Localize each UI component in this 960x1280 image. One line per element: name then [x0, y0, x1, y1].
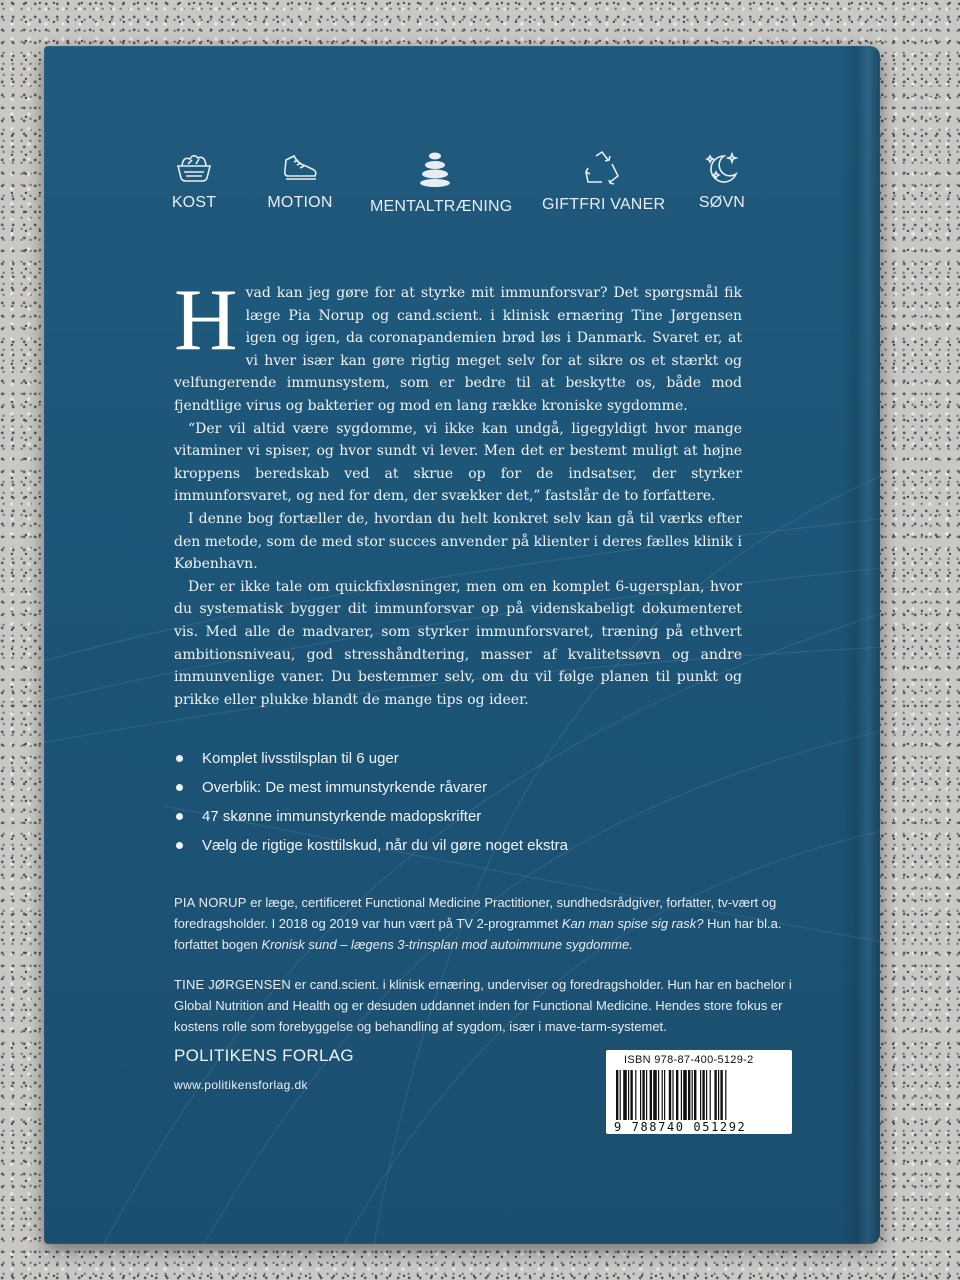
barcode-bar [683, 1070, 687, 1120]
author-name: TINE JØRGENSEN [174, 977, 291, 992]
theme-label: GIFTFRI VANER [542, 196, 666, 213]
theme-soevn [692, 150, 752, 212]
theme-motion [260, 150, 340, 212]
drop-cap: H [174, 272, 238, 369]
theme-label: MOTION [267, 194, 333, 211]
author-name: PIA NORUP [174, 895, 247, 910]
list-item: 47 skønne immunstyrkende madopskrifter [176, 808, 736, 837]
barcode-bar [692, 1070, 693, 1120]
barcode-bar [702, 1070, 704, 1120]
blurb-paragraph: Hvad kan jeg gøre for at styrke mit immunforsvar? Det spørgsmål fik læge Pia Norup og cand.scient. i klinisk ernæring Tine Jørgensen igen og igen, da coronapandemien brød løs i Danmark. Svaret er, at vi hver især kan gøre rigtig meget selv for at sikre os et stærkt og velfungerende immunsystem, som er bedre til at beskytte os, både mod fjendtlige virus og bakterier og mod en lang række kroniske sygdomme. [174, 272, 742, 414]
salad-bowl-icon [174, 150, 214, 184]
list-item: Vælg de rigtige kosttilskud, når du vil gøre noget ekstra [176, 837, 736, 866]
list-item: Overblik: De mest immunstyrkende råvarer [176, 779, 736, 808]
barcode-bar [706, 1070, 707, 1120]
barcode-bar [653, 1070, 657, 1120]
theme-label: KOST [171, 194, 217, 211]
barcode-bar [630, 1070, 632, 1120]
barcode-bar [635, 1070, 636, 1120]
barcode-bar [676, 1070, 678, 1120]
theme-mentaltraening [370, 150, 513, 216]
stacked-stones-icon [415, 150, 455, 188]
barcode-bar [694, 1070, 696, 1120]
blurb-paragraph: I denne bog fortæller de, hvordan du helt konkret selv kan gå til værks efter den metode, som de med stor succes anvender på klienter i deres fælles klinik i København. [174, 510, 742, 573]
moon-stars-icon [702, 150, 742, 184]
barcode-bar [620, 1070, 621, 1120]
running-shoe-icon [280, 150, 320, 184]
author-bio-tine: TINE JØRGENSEN er cand.scient. i klinisk ernæring, underviser og foredragsholder. Hun har en bachelor i Global Nutrition and Health og er desuden uddannet inden for Functional Medicine. Hendes store fokus er kostens rolle som forebyggelse og behandling af sygdom, især i mave-tarm-systemet. [174, 977, 792, 1034]
barcode-bar [646, 1070, 647, 1120]
barcode-bar [669, 1070, 671, 1120]
blurb-paragraph: Der er ikke tale om quickfixløsninger, men om en komplet 6-ugersplan, hvor du systematisk bygger dit immunforsvar op på videnskabeligt dokumenteret vis. Med alle de madvarer, som styrker immunforsvaret, træning på ethvert ambitionsniveau, god stresshåndtering, masser af kvalitetssøvn og andre immunvenlige vaner. Du bestemmer selv, om du vil følge planen til punkt og prikke eller plukke blandt de mange tips og ideer. [174, 578, 742, 708]
themes-row [164, 150, 804, 270]
blurb-text [174, 272, 742, 711]
barcode-bar [640, 1070, 641, 1120]
barcode-bar [672, 1070, 673, 1120]
barcode-bar [623, 1070, 627, 1120]
recycle-icon [582, 150, 622, 186]
isbn-label: ISBN 978-87-400-5129-2 [624, 1054, 754, 1066]
barcode-bar [720, 1070, 722, 1120]
barcode-bar [700, 1070, 701, 1120]
theme-giftfri-vaner [542, 150, 666, 214]
barcode-bar [714, 1070, 716, 1120]
list-item: Komplet livsstilsplan til 6 uger [176, 750, 736, 779]
barcode-bar [642, 1070, 644, 1120]
publisher-url: www.politikensforlag.dk [174, 1078, 308, 1092]
publisher-block [174, 1046, 354, 1092]
barcode-bars [616, 1070, 786, 1120]
author-bio-pia: PIA NORUP er læge, certificeret Functional Medicine Practitioner, sundhedsrådgiver, forfatter, tv-vært og foredragsholder. I 2018 og 2019 var hun vært på TV 2-programmet Kan man spise sig rask? Hun har bl.a. forfattet bogen Kronisk sund – lægens 3-trinsplan mod autoimmune sygdomme. [174, 895, 782, 952]
barcode-bar [650, 1070, 652, 1120]
barcode-number: 9 788740 051292 [614, 1120, 747, 1134]
publisher-name: POLITIKENS FORLAG [174, 1046, 354, 1065]
barcode-bar [616, 1070, 618, 1120]
barcode [606, 1050, 792, 1134]
blurb-paragraph: “Der vil altid være sygdomme, vi ikke kan undgå, ligegyldigt hvor mange vitaminer vi spiser, og hvor sundt vi lever. Men det er bestemt muligt at højne kroppens beredskab ved at skrue op for de indsatser, der styrker immunforsvaret, og ned for dem, der svækker det,” fastslår de to forfattere. [174, 420, 742, 505]
barcode-bar [718, 1070, 719, 1120]
barcode-bar [688, 1070, 690, 1120]
barcode-bar [725, 1070, 726, 1120]
theme-label: SØVN [698, 194, 746, 211]
barcode-bar [628, 1070, 629, 1120]
barcode-bar [658, 1070, 659, 1120]
spine-edge [840, 46, 880, 1244]
theme-kost [164, 150, 224, 212]
theme-label: MENTALTRÆNING [370, 198, 513, 215]
barcode-bar [681, 1070, 682, 1120]
barcode-bar [664, 1070, 665, 1120]
bullet-list [176, 750, 736, 866]
barcode-bar [662, 1070, 663, 1120]
book-back-cover [44, 46, 880, 1244]
barcode-bar [710, 1070, 711, 1120]
